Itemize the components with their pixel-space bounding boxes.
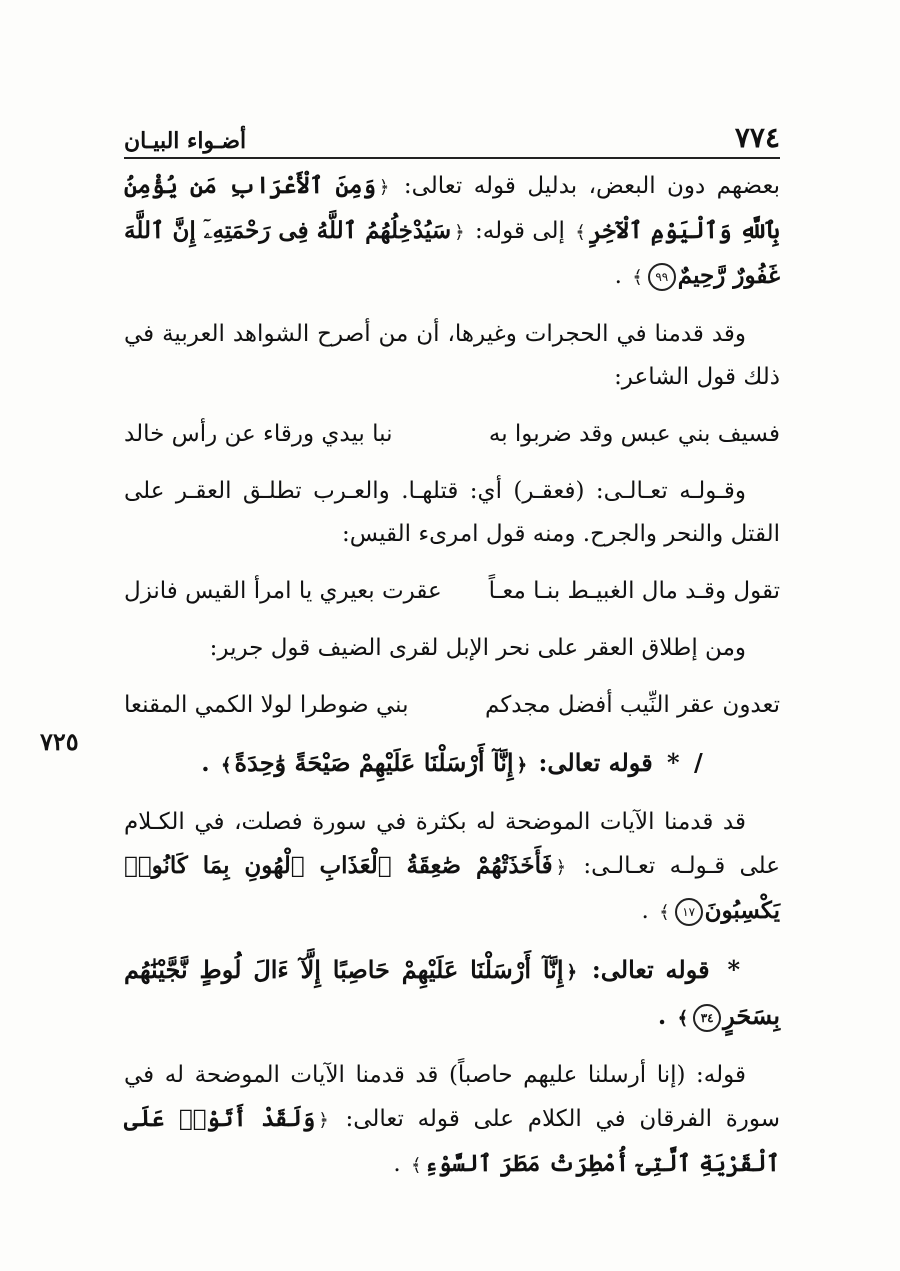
section-heading-1 (124, 741, 780, 787)
full-stop: . (657, 1001, 667, 1030)
heading-1-label: قوله تعالى: (538, 748, 653, 777)
paragraph-1 (124, 164, 780, 299)
quran-quote-1a: وَمِنَ ٱلْأَعْرَابِ مَن يُؤْمِنُ بِٱللَّهِ وَٱلْيَوْمِ ٱلْآخِرِ (124, 172, 781, 244)
verse-1-first-hemistich: فسيف بني عبس وقد ضربوا به (488, 421, 780, 447)
quran-close-bracket: ﴾ (220, 755, 232, 776)
star-marker: * (727, 955, 740, 984)
verse-3-first-hemistich: تعدون عقر النِّيب أفضل مجدكم (485, 692, 780, 718)
quran-close-bracket: ﴾ (575, 222, 586, 243)
full-stop: . (614, 263, 622, 289)
poetry-verse-1 (124, 413, 780, 456)
full-stop: . (393, 1151, 401, 1177)
quran-open-bracket: ﴿ (516, 755, 528, 776)
quran-open-bracket: ﴿ (566, 962, 578, 983)
paragraph-2: وقد قدمنا في الحجرات وغيرها، أن من أصرح الشواهد العربية في ذلك قول الشاعر: (124, 321, 780, 390)
section-heading-2 (124, 948, 780, 1040)
heading-1-slash: / (693, 748, 703, 777)
quran-close-bracket: ﴾ (677, 1008, 689, 1029)
quran-close-bracket: ﴾ (659, 902, 670, 923)
page-number: ٧٧٤ (734, 121, 780, 154)
paragraph-6-text: قوله: (إنا أرسلنا عليهم حاصباً) قد قدمنا الآيات الموضحة له في سورة الفرقان في الكلام على قوله تعالى: (124, 1062, 781, 1132)
quran-close-bracket: ﴾ (410, 1155, 422, 1176)
heading-2-quran: إِنَّآ أَرْسَلْنَا عَلَيْهِمْ حَاصِبًا إِلَّآ ءَالَ لُوطٍ نَّجَّيْنَٰهُم بِسَحَرٍ (124, 955, 780, 1030)
paragraph-5 (124, 801, 780, 934)
ayah-number-marker: ٣٤ (693, 1004, 721, 1032)
quran-open-bracket: ﴿ (378, 177, 390, 198)
full-stop: . (641, 898, 649, 924)
poetry-verse-3 (124, 684, 780, 727)
paragraph-3: وقـولـه تعـالـى: (فعقـر) أي: قتلهـا. والعـرب تطلـق العقـر على القتل والنحر والجرح. ومنه قول امرىء القيس: (124, 478, 780, 547)
quran-open-bracket: ﴿ (454, 222, 465, 243)
header-rule (124, 157, 780, 159)
paragraph-1-text-a: بعضهم دون البعض، بدليل قوله تعالى: (403, 173, 780, 199)
ayah-number-marker: ٩٩ (648, 263, 676, 291)
poetry-verse-2 (124, 570, 780, 613)
page-header (124, 112, 780, 154)
verse-3-second-hemistich: بني ضوطرا لولا الكمي المقنعا (124, 692, 409, 718)
paragraph-4: ومن إطلاق العقر على نحر الإبل لقرى الضيف قول جرير: (209, 635, 746, 661)
quran-quote-1b: سَيُدْخِلُهُمُ ٱللَّهُ فِى رَحْمَتِهِۦٓ إِنَّ ٱللَّهَ غَفُورٌ رَّحِيمٌ (124, 217, 780, 289)
ayah-number-marker: ١٧ (675, 898, 703, 926)
heading-2-label: قوله تعالى: (591, 955, 710, 984)
paragraph-5-quran: فَأَخَذَتْهُمْ صَٰعِقَةُ ٱلْعَذَابِ ٱلْهُونِ بِمَا كَانُوا۟ يَكْسِبُونَ (124, 852, 780, 924)
heading-1-quran: إِنَّآ أَرْسَلْنَا عَلَيْهِمْ صَيْحَةً وَٰحِدَةً (234, 748, 514, 777)
full-stop: . (201, 748, 210, 777)
paragraph-6-quran: وَلَقَدْ أَتَوْا۟ عَلَى ٱلْقَرْيَةِ ٱلَّتِىٓ أُمْطِرَتْ مَطَرَ ٱلسَّوْءِ (124, 1105, 780, 1177)
page-body (124, 164, 780, 1201)
star-marker: * (667, 748, 680, 777)
quran-open-bracket: ﴿ (555, 857, 567, 878)
paragraph-6 (124, 1054, 780, 1187)
paragraph-1-text-b: إلى قوله: (475, 218, 565, 244)
book-title: أضـواء البيـان (124, 128, 247, 154)
margin-page-number: ٧٢٥ (40, 727, 79, 756)
verse-2-first-hemistich: تقول وقـد مال الغبيـط بنـا معـاً (488, 578, 780, 604)
quran-close-bracket: ﴾ (632, 267, 643, 288)
paragraph-5-text: قد قدمنا الآيات الموضحة له بكثرة في سورة فصلت، في الكـلام على قـولـه تعـالـى: (124, 809, 781, 879)
verse-2-second-hemistich: عقرت بعيري يا امرأ القيس فانزل (124, 578, 442, 604)
verse-1-second-hemistich: نبا بيدي ورقاء عن رأس خالد (124, 421, 393, 447)
quran-open-bracket: ﴿ (318, 1110, 329, 1131)
